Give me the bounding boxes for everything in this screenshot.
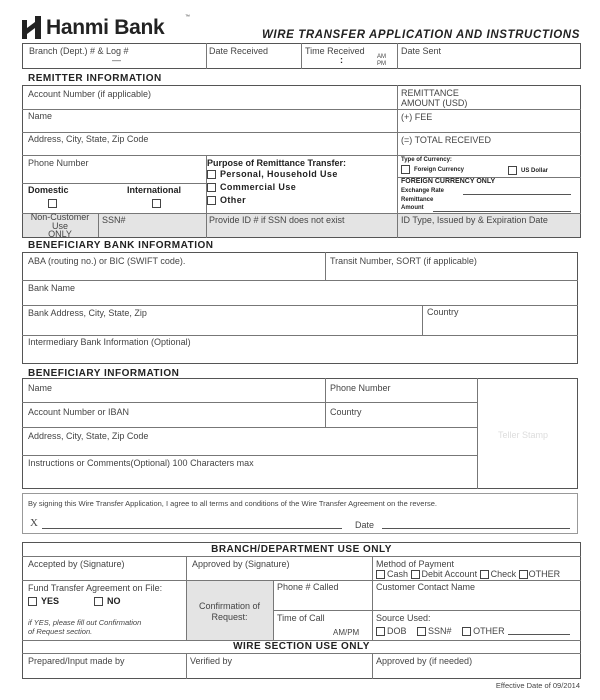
date-sent-field[interactable]: Date Sent bbox=[401, 46, 442, 56]
branch-use-heading: BRANCH/DEPARTMENT USE ONLY bbox=[211, 544, 392, 555]
purpose-personal[interactable] bbox=[207, 169, 338, 179]
source-options bbox=[376, 626, 505, 636]
checkbox[interactable] bbox=[207, 170, 216, 179]
phone-field[interactable]: Phone Number bbox=[28, 158, 89, 168]
option-label: Cash bbox=[387, 569, 409, 579]
checkbox[interactable] bbox=[207, 183, 216, 192]
provide-id-field[interactable]: Provide ID # if SSN does not exist bbox=[209, 215, 345, 225]
remitter-heading: REMITTER INFORMATION bbox=[28, 73, 162, 84]
signature-line[interactable] bbox=[42, 528, 342, 529]
customer-contact-field[interactable]: Customer Contact Name bbox=[376, 582, 476, 592]
option-label: Debit Account bbox=[421, 569, 478, 579]
foreign-currency-option[interactable] bbox=[401, 165, 464, 174]
remittance-label: REMITTANCE bbox=[401, 88, 459, 98]
option-label: US Dollar bbox=[521, 168, 549, 175]
remittance-label-2: AMOUNT (USD) bbox=[401, 98, 468, 108]
international-checkbox[interactable] bbox=[152, 199, 161, 208]
option-label: Commercial Use bbox=[220, 182, 297, 192]
fund-agreement-note: if YES, please fill out Confirmation of Request section. bbox=[28, 618, 142, 636]
beneficiary-bank-heading: BENEFICIARY BANK INFORMATION bbox=[28, 240, 214, 251]
bank-logo bbox=[22, 14, 192, 40]
option-label: Check bbox=[490, 569, 517, 579]
phone-called-field[interactable]: Phone # Called bbox=[277, 582, 339, 592]
payment-methods bbox=[376, 569, 560, 579]
form-title: WIRE TRANSFER APPLICATION AND INSTRUCTIONS bbox=[261, 29, 580, 41]
domestic-label: Domestic bbox=[28, 185, 69, 195]
transit-field[interactable]: Transit Number, SORT (if applicable) bbox=[330, 256, 477, 266]
beneficiary-account-field[interactable]: Account Number or IBAN bbox=[28, 407, 130, 417]
bank-name-field[interactable]: Bank Name bbox=[28, 283, 76, 293]
dob-checkbox[interactable] bbox=[376, 627, 385, 636]
signature-x: X bbox=[30, 517, 38, 529]
foreign-only-label: FOREIGN CURRENCY ONLY bbox=[401, 178, 496, 185]
am-label: AM bbox=[377, 54, 386, 60]
wire-use-heading: WIRE SECTION USE ONLY bbox=[233, 641, 370, 652]
non-customer-label: Non-Customer Use ONLY bbox=[30, 212, 90, 239]
verified-by-field[interactable]: Verified by bbox=[190, 656, 233, 666]
source-used-label: Source Used: bbox=[376, 613, 431, 623]
account-number-field[interactable]: Account Number (if applicable) bbox=[28, 89, 152, 99]
signature-date-label: Date bbox=[355, 520, 375, 530]
option-label: OTHER bbox=[473, 626, 505, 636]
aba-field[interactable]: ABA (routing no.) or BIC (SWIFT code). bbox=[28, 256, 186, 266]
remittance-amount-line[interactable] bbox=[433, 211, 571, 212]
beneficiary-country-field[interactable]: Country bbox=[330, 407, 362, 417]
instructions-field[interactable]: Instructions or Comments(Optional) 100 Characters max bbox=[28, 458, 254, 468]
exchange-rate-field[interactable] bbox=[463, 194, 571, 195]
fee-field[interactable]: (+) FEE bbox=[401, 112, 433, 122]
other-source-line[interactable] bbox=[508, 634, 570, 635]
effective-date: Effective Date of 09/2014 bbox=[495, 681, 580, 690]
bank-country-field[interactable]: Country bbox=[427, 307, 459, 317]
agreement-text: By signing this Wire Transfer Application, I agree to all terms and conditions of the Wire Transfer Agreement on the reverse. bbox=[28, 499, 437, 508]
remittance-amount-label-2: Amount bbox=[401, 205, 424, 211]
international-label: International bbox=[127, 185, 182, 195]
no-option[interactable] bbox=[94, 596, 121, 606]
remittance-amount-field[interactable] bbox=[401, 88, 467, 108]
time-received-field[interactable]: Time Received bbox=[305, 46, 365, 56]
checkbox[interactable] bbox=[207, 196, 216, 205]
other-checkbox[interactable] bbox=[519, 570, 528, 579]
ampm-label: AM/PM bbox=[333, 628, 360, 637]
ssn-field[interactable]: SSN# bbox=[102, 215, 126, 225]
option-label: SSN# bbox=[428, 626, 452, 636]
approved-by-field[interactable]: Approved by (Signature) bbox=[192, 559, 290, 569]
hanmi-logo-icon bbox=[22, 14, 44, 40]
option-label: DOB bbox=[387, 626, 407, 636]
approved-if-needed-field[interactable]: Approved by (if needed) bbox=[376, 656, 473, 666]
purpose-commercial[interactable] bbox=[207, 182, 296, 192]
teller-stamp-area: Teller Stamp bbox=[498, 430, 549, 440]
name-field[interactable]: Name bbox=[28, 111, 53, 121]
beneficiary-address-field[interactable]: Address, City, State, Zip Code bbox=[28, 431, 149, 441]
logo-text: Hanmi Bank bbox=[46, 16, 165, 39]
beneficiary-name-field[interactable]: Name bbox=[28, 383, 53, 393]
address-field[interactable]: Address, City, State, Zip Code bbox=[28, 134, 149, 144]
beneficiary-phone-field[interactable]: Phone Number bbox=[330, 383, 391, 393]
currency-type-label: Type of Currency: bbox=[401, 157, 452, 163]
confirmation-label: Confirmation of Request: bbox=[198, 601, 261, 622]
bank-address-field[interactable]: Bank Address, City, State, Zip bbox=[28, 308, 147, 318]
time-colon: : bbox=[340, 55, 343, 65]
option-label: Other bbox=[220, 195, 247, 205]
id-type-field[interactable]: ID Type, Issued by & Expiration Date bbox=[401, 215, 548, 225]
purpose-other[interactable] bbox=[207, 195, 246, 205]
branch-log-field[interactable]: Branch (Dept.) # & Log # bbox=[29, 46, 129, 56]
total-received-field[interactable]: (=) TOTAL RECEIVED bbox=[401, 135, 491, 145]
fund-agreement-label: Fund Transfer Agreement on File: bbox=[28, 583, 163, 593]
time-of-call-field[interactable]: Time of Call bbox=[277, 613, 325, 623]
beneficiary-heading: BENEFICIARY INFORMATION bbox=[28, 368, 180, 379]
domestic-checkbox[interactable] bbox=[48, 199, 57, 208]
intermediary-field[interactable]: Intermediary Bank Information (Optional) bbox=[28, 337, 191, 347]
cash-checkbox[interactable] bbox=[376, 570, 385, 579]
exchange-rate-label: Exchange Rate bbox=[401, 188, 445, 194]
trademark: ™ bbox=[185, 14, 190, 20]
checkbox[interactable] bbox=[94, 597, 103, 606]
prepared-by-field[interactable]: Prepared/Input made by bbox=[28, 656, 125, 666]
purpose-label: Purpose of Remittance Transfer: bbox=[207, 158, 347, 168]
remittance-amount-label: Remittance bbox=[401, 197, 434, 203]
option-label: Foreign Currency bbox=[414, 167, 465, 174]
method-of-payment-label: Method of Payment bbox=[376, 559, 455, 569]
date-received-field[interactable]: Date Received bbox=[209, 46, 269, 56]
accepted-by-field[interactable]: Accepted by (Signature) bbox=[28, 559, 125, 569]
option-label: OTHER bbox=[528, 569, 561, 579]
checkbox[interactable] bbox=[28, 597, 37, 606]
us-dollar-option[interactable] bbox=[508, 166, 548, 175]
dash: — bbox=[112, 55, 121, 65]
debit-checkbox[interactable] bbox=[411, 570, 420, 579]
option-label: NO bbox=[107, 596, 121, 606]
check-checkbox[interactable] bbox=[480, 570, 489, 579]
checkbox[interactable] bbox=[401, 165, 410, 174]
option-label: YES bbox=[41, 596, 60, 606]
checkbox[interactable] bbox=[508, 166, 517, 175]
other-source-checkbox[interactable] bbox=[462, 627, 471, 636]
yes-option[interactable] bbox=[28, 596, 59, 606]
pm-label: PM bbox=[377, 61, 386, 67]
option-label: Personal, Household Use bbox=[220, 169, 338, 179]
ssn-checkbox[interactable] bbox=[417, 627, 426, 636]
signature-date-line[interactable] bbox=[382, 528, 570, 529]
